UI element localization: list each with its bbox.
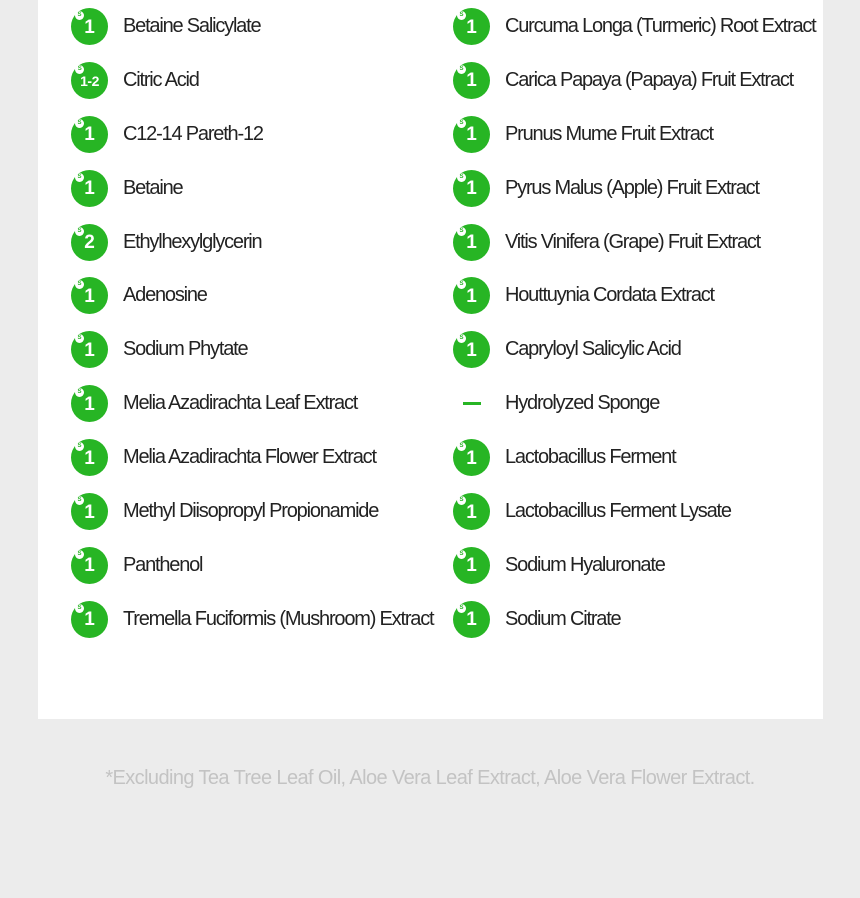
ingredient-row [453, 331, 823, 385]
ewg-mark-icon: S [75, 65, 84, 74]
ewg-grade-value: 1 [466, 16, 477, 38]
ewg-grade-badge [453, 331, 490, 368]
ewg-grade-badge [453, 277, 490, 314]
ewg-mark-icon: S [75, 550, 84, 559]
ewg-mark-icon: S [75, 173, 84, 182]
ingredient-name: Betaine Salicylate [123, 15, 261, 37]
ewg-mark-icon: S [457, 173, 466, 182]
ewg-mark-icon: S [75, 280, 84, 289]
ewg-grade-value: 2 [84, 232, 95, 254]
ewg-grade-value: 1 [466, 285, 477, 307]
ewg-grade-badge [71, 547, 108, 584]
ewg-grade-badge [453, 62, 490, 99]
ingredient-name: Melia Azadirachta Flower Extract [123, 446, 376, 469]
ingredient-name: C12-14 Pareth-12 [123, 122, 263, 145]
ingredient-row [71, 331, 451, 385]
ewg-mark-icon: S [457, 227, 466, 236]
ewg-mark-icon: S [457, 550, 466, 559]
ewg-mark-icon: S [75, 496, 84, 505]
ingredient-column-right [453, 8, 823, 655]
ingredient-column-left [71, 8, 451, 655]
ewg-grade-value: 1 [84, 555, 95, 577]
ewg-mark-icon: S [457, 280, 466, 289]
ewg-grade-badge [453, 439, 490, 476]
ewg-grade-badge [71, 62, 108, 99]
ingredient-row [453, 385, 823, 439]
ingredient-name: Hydrolyzed Sponge [505, 392, 660, 415]
ewg-mark-icon: S [75, 119, 84, 128]
ingredient-name: Melia Azadirachta Leaf Extract [123, 392, 358, 415]
ingredient-row [453, 116, 823, 170]
ewg-grade-badge [453, 493, 490, 530]
ewg-grade-value: 1 [84, 124, 95, 146]
ewg-grade-value: 1 [84, 178, 95, 200]
no-grade-dash-icon [453, 385, 490, 422]
ingredient-row [453, 547, 823, 601]
ingredient-row [71, 601, 451, 655]
ingredient-name: Sodium Citrate [505, 607, 621, 630]
ewg-grade-badge [71, 224, 108, 261]
ingredient-row [71, 170, 451, 224]
ingredient-name: Capryloyl Salicylic Acid [505, 338, 681, 361]
ingredient-row [453, 170, 823, 224]
ingredient-row [453, 493, 823, 547]
ingredient-name: Tremella Fuciformis (Mushroom) Extract [123, 607, 434, 630]
ingredient-row [71, 277, 451, 331]
ewg-mark-icon: S [457, 334, 466, 343]
ewg-grade-badge [453, 547, 490, 584]
ingredient-name: Sodium Phytate [123, 338, 248, 361]
ingredient-row [71, 493, 451, 547]
ingredient-name: Prunus Mume Fruit Extract [505, 122, 713, 145]
ewg-grade-value: 1 [84, 501, 95, 523]
ingredient-row [71, 224, 451, 278]
ewg-grade-badge [71, 385, 108, 422]
ewg-grade-value: 1 [466, 609, 477, 631]
ewg-grade-badge [71, 170, 108, 207]
ewg-mark-icon: S [457, 496, 466, 505]
ewg-grade-value: 1 [466, 501, 477, 523]
ingredient-row [453, 601, 823, 655]
ingredient-name: Carica Papaya (Papaya) Fruit Extract [505, 68, 794, 91]
ingredient-name: Curcuma Longa (Turmeric) Root Extract [505, 15, 816, 37]
ingredient-row [453, 224, 823, 278]
ewg-mark-icon: S [457, 119, 466, 128]
ewg-mark-icon: S [75, 388, 84, 397]
ewg-mark-icon: S [75, 11, 84, 20]
ingredient-name: Panthenol [123, 553, 203, 576]
ingredient-name: Betaine [123, 176, 183, 199]
ingredient-row [71, 116, 451, 170]
ingredient-name: Methyl Diisopropyl Propionamide [123, 500, 379, 523]
ewg-mark-icon: S [457, 11, 466, 20]
ewg-grade-value: 1 [466, 178, 477, 200]
ingredient-name: Vitis Vinifera (Grape) Fruit Extract [505, 230, 761, 253]
ewg-grade-value: 1 [84, 339, 95, 361]
ingredient-name: Pyrus Malus (Apple) Fruit Extract [505, 176, 759, 199]
ingredient-row [453, 62, 823, 116]
ingredient-name: Lactobacillus Ferment [505, 446, 676, 469]
ingredient-name: Citric Acid [123, 68, 199, 91]
ingredient-name: Sodium Hyaluronate [505, 553, 665, 576]
ingredient-name: Adenosine [123, 284, 207, 307]
ingredient-row [71, 547, 451, 601]
ewg-grade-value: 1 [84, 285, 95, 307]
ewg-grade-badge [453, 116, 490, 153]
ewg-mark-icon: S [75, 442, 84, 451]
ingredient-row [71, 62, 451, 116]
ewg-mark-icon: S [457, 65, 466, 74]
ingredient-row [453, 439, 823, 493]
ingredient-row [71, 439, 451, 493]
ewg-grade-badge [71, 331, 108, 368]
ingredient-name: Lactobacillus Ferment Lysate [505, 500, 731, 523]
ewg-mark-icon: S [75, 604, 84, 613]
ewg-grade-value: 1 [466, 232, 477, 254]
ewg-grade-badge [71, 116, 108, 153]
ewg-grade-value: 1 [466, 339, 477, 361]
ingredient-row [71, 385, 451, 439]
ewg-grade-badge [71, 601, 108, 638]
ewg-grade-value: 1-2 [80, 73, 99, 90]
ewg-mark-icon: S [457, 604, 466, 613]
ingredient-card [38, 0, 823, 719]
ewg-grade-value: 1 [466, 70, 477, 92]
ingredient-name: Houttuynia Cordata Extract [505, 284, 714, 307]
ewg-grade-badge [71, 277, 108, 314]
ewg-grade-badge [71, 8, 108, 45]
ewg-mark-icon: S [75, 334, 84, 343]
ewg-grade-value: 1 [466, 124, 477, 146]
ewg-grade-value: 1 [466, 447, 477, 469]
ewg-grade-badge [453, 224, 490, 261]
ewg-grade-value: 1 [84, 393, 95, 415]
ewg-mark-icon: S [457, 442, 466, 451]
ewg-grade-badge [453, 8, 490, 45]
ewg-grade-value: 1 [84, 16, 95, 38]
ewg-grade-badge [71, 493, 108, 530]
ingredient-row [453, 8, 823, 62]
ewg-mark-icon: S [75, 227, 84, 236]
ingredient-name: Ethylhexylglycerin [123, 230, 262, 253]
ingredient-row [453, 277, 823, 331]
ingredient-row [71, 8, 451, 62]
ewg-grade-value: 1 [84, 609, 95, 631]
ewg-grade-badge [453, 601, 490, 638]
ewg-grade-badge [71, 439, 108, 476]
ewg-grade-badge [453, 170, 490, 207]
ewg-grade-value: 1 [84, 447, 95, 469]
ewg-grade-value: 1 [466, 555, 477, 577]
footnote: *Excluding Tea Tree Leaf Oil, Aloe Vera Leaf Extract, Aloe Vera Flower Extract. [105, 767, 755, 789]
